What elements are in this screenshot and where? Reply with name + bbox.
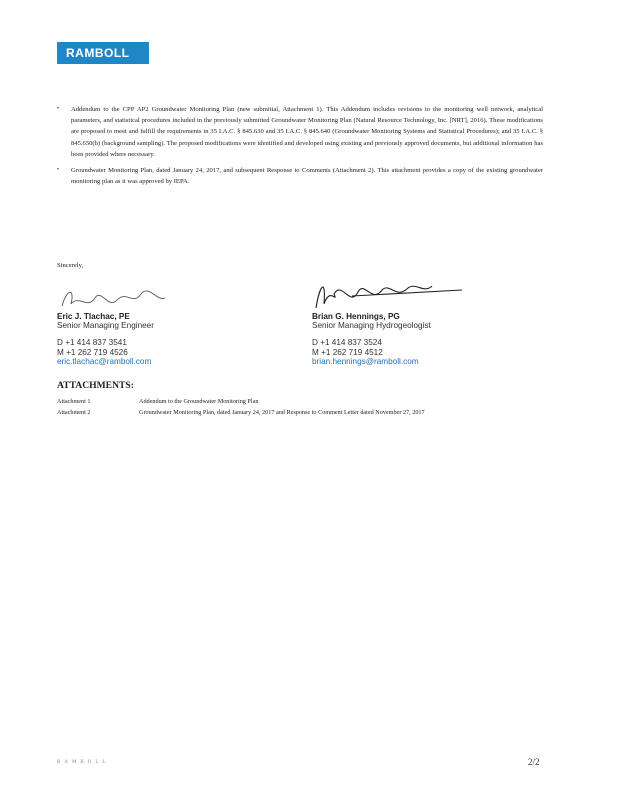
attachment-description: Addendum to the Groundwater Monitoring Plan — [139, 398, 259, 405]
handwritten-signature-icon — [312, 274, 472, 314]
closing: Sincerely, — [57, 262, 84, 269]
attachments-heading: ATTACHMENTS: — [57, 380, 134, 391]
signatory-email-link[interactable]: eric.tlachac@ramboll.com — [57, 357, 152, 367]
signature-block-2 — [312, 290, 542, 367]
footer-company: RAMBOLL — [57, 760, 110, 765]
bullet-icon: • — [57, 167, 60, 174]
attachment-description: Groundwater Monitoring Plan, dated January 24, 2017 and Response to Comment Letter dated November 27, 2017 — [139, 409, 425, 417]
signature-block-1 — [57, 290, 287, 367]
handwritten-signature-icon — [57, 280, 207, 314]
list-item-text: Groundwater Monitoring Plan, dated January 24, 2017, and subsequent Response to Comments (Attachment 2). This attachment provides a copy of the existing groundwater monitoring plan as it was approved by IEPA. — [71, 167, 543, 186]
signatory-title: Senior Managing Engineer — [57, 321, 154, 330]
attachment-row — [57, 396, 537, 407]
attachment-row — [57, 407, 537, 418]
signatory-mobile: M +1 262 719 4526 — [57, 347, 128, 357]
attachment-summary-list — [57, 104, 543, 192]
ramboll-logo — [57, 42, 149, 64]
signatory-phone: D +1 414 837 3541 — [57, 338, 127, 347]
signatory-name: Eric J. Tlachac, PE — [57, 312, 130, 321]
logo-text: RAMBOLL — [66, 46, 130, 60]
attachment-label: Attachment 2 — [57, 409, 91, 417]
signatory-name: Brian G. Hennings, PG — [312, 312, 400, 321]
list-item — [57, 165, 543, 187]
list-item-text: Addendum to the CPP AP2 Groundwater Monitoring Plan (new submittal, Attachment 1). This Addendum includes revisions to the monitoring well network, analytical parameters, and statistical procedures included in the previously submitted Groundwater Monitoring Plan (Natural Resource Technology, Inc. [NRT], 2016). These modifications are proposed to meet and fulfill the requirements in 35 I.A.C. § 845.630 and 35 I.A.C. § 845.640 (Groundwater Monitoring Systems and Statistical Procedures); and 35 I.A.C. § 845.650(b) (background sampling). The proposed modifications were identified and developed using existing and previously approved documents, but additional information has been provided where necessary. — [71, 106, 543, 158]
attachment-label: Attachment 1 — [57, 398, 91, 405]
list-item — [57, 104, 543, 160]
page-number: 2/2 — [528, 757, 540, 767]
attachments-list — [57, 396, 537, 418]
signatory-title: Senior Managing Hydrogeologist — [312, 321, 431, 330]
bullet-icon: • — [57, 106, 60, 112]
signatory-phone: D +1 414 837 3524 — [312, 338, 382, 347]
signatory-mobile: M +1 262 719 4512 — [312, 347, 383, 357]
signatory-email-link[interactable]: brian.hennings@ramboll.com — [312, 357, 419, 367]
